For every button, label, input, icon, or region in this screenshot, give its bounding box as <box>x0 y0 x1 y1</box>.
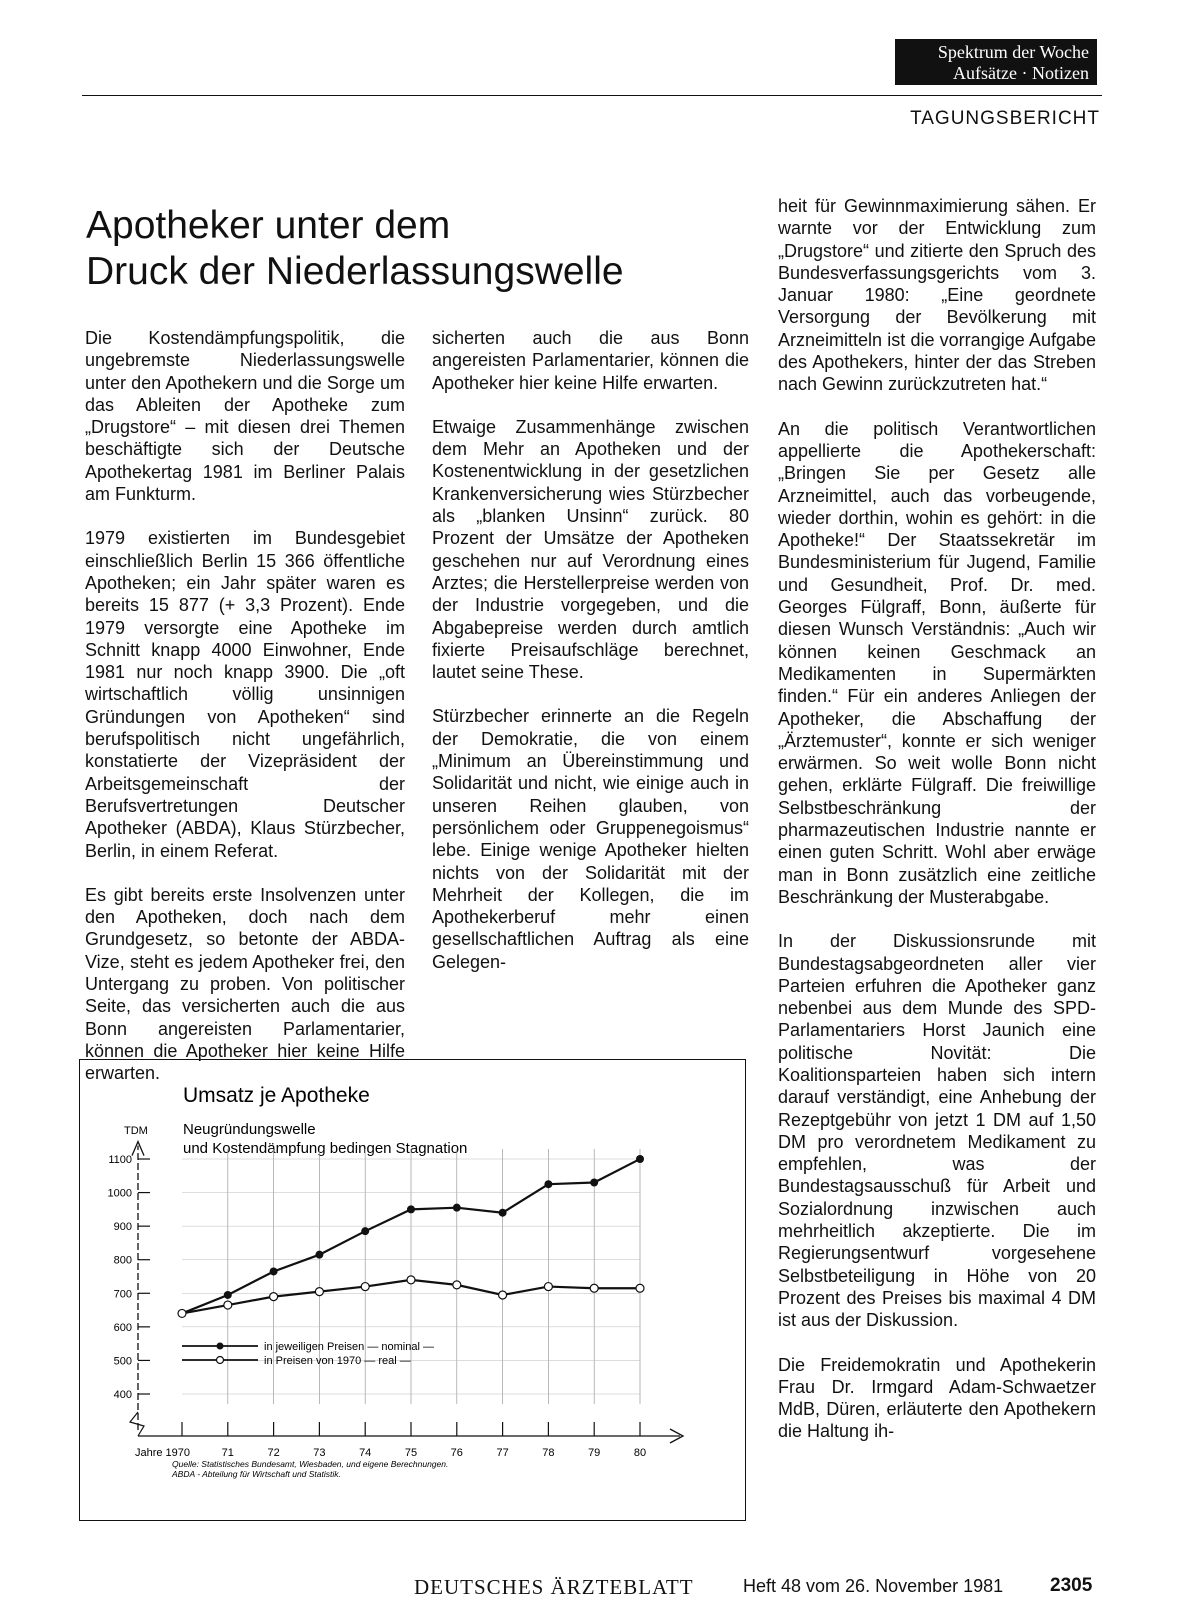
x-tick-label: 79 <box>588 1447 601 1459</box>
x-tick-label: 78 <box>542 1447 555 1459</box>
paragraph: In der Diskussionsrunde mit Bundestagsabgeordneten aller vier Parteien erfuhren die Apotheker ganz nebenbei aus dem Munde des SPD-Parlamentariers Horst Jaunich eine politische Novität: Die Koalitionsparteien haben sich intern darauf verständigt, eine Anhebung der Rezeptgebühr von jetzt 1 DM auf 1,50 DM pro verordnetem Medikament zu empfehlen, was der Bundestagsausschuß für Arbeit und Sozialordnung inzwischen auch mehrheitlich akzeptierte. Die im Regierungsentwurf vorgesehene Selbstbeteiligung in Höhe von 20 Prozent des Preises bis maximal 4 DM ist aus der Diskussion. <box>778 931 1096 1331</box>
x-tick-label: 73 <box>313 1447 326 1459</box>
issue-info: Heft 48 vom 26. November 1981 <box>743 1576 1004 1596</box>
data-point <box>590 1284 598 1292</box>
x-tick-label: 71 <box>221 1447 234 1459</box>
title-line-2: Druck der Niederlassungswelle <box>86 250 624 293</box>
paragraph: sicherten auch die aus Bonn angereisten Parlamentarier, können die Apotheker hier keine Hilfe erwarten. <box>432 328 749 393</box>
x-tick-label: 72 <box>267 1447 280 1459</box>
x-tick-label: Jahre 1970 <box>134 1447 190 1459</box>
data-point <box>499 1291 507 1299</box>
y-tick-label: 500 <box>113 1355 132 1368</box>
data-point <box>453 1281 461 1289</box>
column-2 <box>432 327 749 995</box>
y-tick-label: 700 <box>113 1288 132 1301</box>
y-tick-label: 400 <box>113 1389 132 1401</box>
section-label: TAGUNGSBERICHT <box>910 108 1100 129</box>
header-rule <box>82 95 1102 96</box>
x-tick-label: 75 <box>404 1447 418 1459</box>
chart-subtitle-1: Neugründungswelle <box>183 1121 316 1138</box>
paragraph: Es gibt bereits erste Insolvenzen unter den Apotheken, doch nach dem Grundgesetz, so betonte der ABDA-Vize, steht es jedem Apotheker frei, den Untergang zu proben. Von politischer Seite, das versicherten auch die aus Bonn angereisten Parlamentarier, können die Apotheker hier keine Hilfe erwarten. <box>85 884 405 1084</box>
column-3 <box>778 195 1096 1465</box>
chart-title: Umsatz je Apotheke <box>183 1084 370 1107</box>
data-point <box>499 1209 507 1217</box>
column-1 <box>85 327 405 1107</box>
data-point <box>544 1283 552 1291</box>
data-point <box>224 1301 232 1309</box>
legend-label: in jeweiligen Preisen — nominal — <box>264 1341 434 1353</box>
paragraph: Stürzbecher erinnerte an die Regeln der Demokratie, die von einem „Minimum an Übereinstimmung und Solidarität und nicht, wie einige auch in unseren Reihen glauben, von persönlichem oder Gruppenegoismus“ lebe. Einige wenige Apotheker hielten nichts von der Solidarität mit der Mehrheit der Kollegen, die im Apothekerberuf mehr einen gesellschaftlichen Auftrag als eine Gelegen- <box>432 706 749 972</box>
article-title <box>86 203 706 295</box>
paragraph: 1979 existierten im Bundesgebiet einschließlich Berlin 15 366 öffentliche Apotheken; ein Jahr später waren es bereits 15 877 (+ 3,3 Prozent). Ende 1979 versorgte eine Apotheke im Schnitt knapp 4000 Einwohner, Ende 1981 nur noch knapp 3900. Die „oft wirtschaftlich völlig unsinnigen Gründungen von Apotheken“ sind berufspolitisch nicht ungefährlich, konstatierte der Vizepräsident der Arbeitsgemeinschaft der Berufsvertretungen Deutscher Apotheker (ABDA), Klaus Stürzbecher, Berlin, in einem Referat. <box>85 528 405 861</box>
data-point <box>361 1227 369 1235</box>
data-point <box>178 1309 186 1317</box>
chart-source-1: Quelle: Statistisches Bundesamt, Wiesbaden, und eigene Berechnungen. <box>172 1459 449 1469</box>
y-tick-label: 1000 <box>107 1187 132 1200</box>
chart-svg <box>80 1060 747 1522</box>
x-tick-label: 77 <box>496 1447 509 1459</box>
section-badge <box>895 39 1097 85</box>
title-line-1: Apotheker unter dem <box>86 204 451 247</box>
x-tick-label: 80 <box>633 1447 647 1459</box>
badge-line-1: Spektrum der Woche <box>937 42 1089 62</box>
data-point <box>407 1205 415 1213</box>
journal-name: DEUTSCHES ÄRZTEBLATT <box>414 1575 694 1599</box>
badge-line-2: Aufsätze · Notizen <box>953 63 1089 83</box>
chart-subtitle-2: und Kostendämpfung bedingen Stagnation <box>183 1140 468 1157</box>
y-tick-label: 800 <box>113 1254 132 1267</box>
legend-label: in Preisen von 1970 — real — <box>264 1355 411 1367</box>
paragraph: Etwaige Zusammenhänge zwischen dem Mehr an Apotheken und der Kostenentwicklung in der gesetzlichen Krankenversicherung wies Stürzbecher als „blanken Unsinn“ zurück. 80 Prozent der Umsätze der Apotheken geschehen nur auf Verordnung eines Arztes; die Herstellerpreise werden von der Industrie vorgegeben, und die Abgabepreise werden durch amtlich fixierte Preisaufschläge berechnet, lautet seine These. <box>432 416 749 683</box>
data-point <box>361 1283 369 1291</box>
y-axis-unit: TDM <box>124 1125 148 1137</box>
y-tick-label: 600 <box>113 1321 132 1334</box>
data-point <box>270 1267 278 1275</box>
y-tick-label: 1100 <box>108 1154 132 1167</box>
chart-axes <box>108 1142 683 1459</box>
legend-marker <box>217 1343 224 1350</box>
chart-legend <box>182 1341 434 1367</box>
axis-break <box>130 1412 144 1436</box>
legend-marker <box>217 1357 224 1364</box>
paragraph: heit für Gewinnmaximierung sähen. Er warnte vor der Entwicklung zum „Drugstore“ und zitierte den Spruch des Bundesverfassungsgerichts vom 3. Januar 1980: „Eine geordnete Versorgung der Bevölkerung mit Arzneimitteln ist die vorrangige Aufgabe des Apothekers, hinter der das Streben nach Gewinn zurückzutreten hat.“ <box>778 196 1096 395</box>
paragraph: Die Freidemokratin und Apothekerin Frau Dr. Irmgard Adam-Schwaetzer MdB, Düren, erläuterte den Apothekern die Haltung ih- <box>778 1354 1096 1442</box>
data-point <box>270 1293 278 1301</box>
x-tick-label: 76 <box>450 1447 463 1459</box>
chart-source-2: ABDA - Abteilung für Wirtschaft und Statistik. <box>172 1469 341 1479</box>
data-point <box>315 1288 323 1296</box>
y-tick-label: 900 <box>113 1221 132 1234</box>
data-point <box>544 1180 552 1188</box>
data-point <box>224 1291 232 1299</box>
data-point <box>636 1155 644 1163</box>
paragraph: An die politisch Verantwortlichen appellierte die Apothekerschaft: „Bringen Sie per Gesetz alle Arzneimittel, auch das vorbeugende, wieder dorthin, wohin es gehört: in die Apotheke!“ Der Staatssekretär im Bundesministerium für Jugend, Familie und Gesundheit, Prof. Dr. med. Georges Fülgraff, Bonn, äußerte für diesen Wunsch Verständnis: „Auch wir können keinen Geschmack an Medikamenten in Supermärkten finden.“ Für ein anderes Anliegen der Apotheker, die Abschaffung der „Ärztemuster“, konnte er sich weniger erwärmen. So weit wolle Bonn nicht gehen, erklärte Fülgraff. Die freiwillige Selbstbeschränkung der pharmazeutischen Industrie nannte er einen guten Schritt. Wohl aber erwäge man in Bonn zusätzlich eine zeitliche Beschränkung der Musterabgabe. <box>778 418 1096 907</box>
data-point <box>453 1204 461 1212</box>
data-point <box>315 1251 323 1259</box>
x-tick-label: 74 <box>359 1447 372 1459</box>
data-point <box>590 1179 598 1187</box>
page-footer <box>0 1575 1178 1615</box>
revenue-chart <box>79 1059 746 1521</box>
page-number: 2305 <box>1050 1575 1093 1596</box>
data-point <box>636 1284 644 1292</box>
data-point <box>407 1276 415 1284</box>
paragraph: Die Kostendämpfungspolitik, die ungebremste Niederlassungswelle unter den Apothekern und die Sorge um das Ableiten der Apotheke zum „Drugstore“ – mit diesen drei Themen beschäftigte sich der Deutsche Apothekertag 1981 im Berliner Palais am Funkturm. <box>85 328 405 505</box>
